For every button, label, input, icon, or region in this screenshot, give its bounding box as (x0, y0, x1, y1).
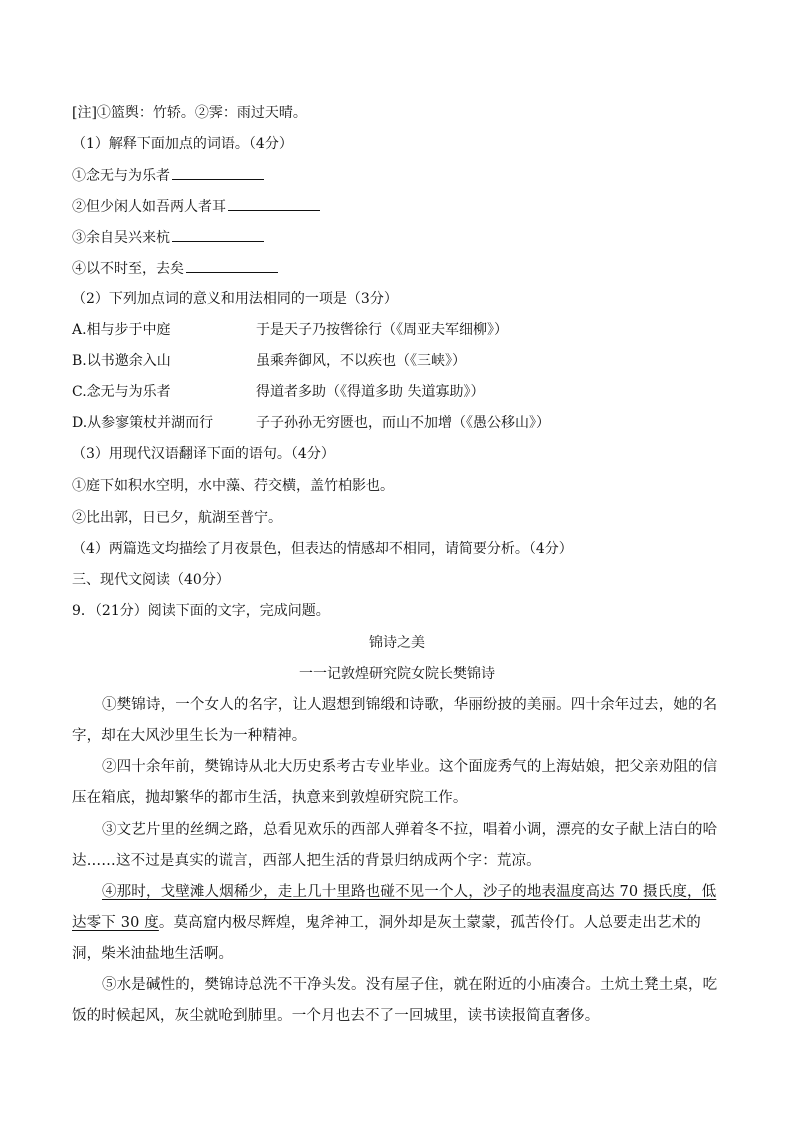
q1-item (72, 165, 264, 186)
article-paragraph: ①樊锦诗，一个女人的名字，让人遐想到锦缎和诗歌，华丽纷披的美丽。四十余年过去，她的名字，却在大风沙里生长为一种精神。 (72, 697, 718, 744)
q1-item-text: ①念无与为乐者 (72, 168, 170, 184)
section-heading: 三、现代文阅读（40分） (72, 572, 230, 588)
article-title: 锦诗之美 (369, 635, 425, 651)
option-left: D.从参寥策杖并湖而行 (72, 415, 214, 431)
article-paragraph: ⑤水是碱性的，樊锦诗总洗不干净头发。没有屋子住，就在附近的小庙凑合。土炕土凳土桌，吃饭的时候起风，灰尘就呛到肺里。一个月也去不了一回城里，读书读报简直奢侈。 (72, 977, 718, 1024)
q2-option-b (72, 351, 466, 371)
q1-item (72, 196, 320, 217)
q9-instruction: 9．（21分）阅读下面的文字，完成问题。 (72, 603, 330, 619)
paragraph-rest: 。莫高窟内极尽辉煌，鬼斧神工，洞外却是灰土蒙蒙，孤苦伶仃。人总要走出艺术的洞，柴米油盐地生活啊。 (72, 915, 701, 962)
q3-item: ①庭下如积水空明，水中藻、荇交横，盖竹柏影也。 (72, 478, 394, 494)
option-right: 得道者多助（《得道多助 失道寡助》） (256, 384, 485, 400)
q1-item-text: ③余自吴兴来杭 (72, 230, 170, 246)
q2-option-a (72, 320, 508, 340)
q2-option-d (72, 413, 550, 433)
article-subtitle: 一一记敦煌研究院女院长樊锦诗 (299, 666, 495, 682)
q1-title: （1）解释下面加点的词语。（4分） (72, 136, 293, 152)
q3-item: ②比出郭，日已夕，航湖至普宁。 (72, 510, 282, 526)
article-paragraph (72, 877, 722, 970)
answer-blank[interactable] (228, 196, 320, 211)
answer-blank[interactable] (172, 227, 264, 242)
option-left: A.相与步于中庭 (72, 322, 171, 338)
option-right: 虽乘奔御风，不以疾也（《三峡》） (256, 353, 466, 369)
q1-item (72, 258, 278, 279)
q3-title: （3）用现代汉语翻译下面的语句。（4分） (72, 446, 335, 462)
article-paragraph: ③文艺片里的丝绸之路，总看见欢乐的西部人弹着冬不拉，唱着小调，漂亮的女子献上洁白的哈达……这不过是真实的谎言，西部人把生活的背景归纳成两个字：荒凉。 (72, 822, 718, 869)
option-right: 于是天子乃按辔徐行（《周亚夫军细柳》） (256, 322, 508, 338)
q1-item (72, 227, 264, 248)
q1-item-text: ④以不时至，去矣 (72, 261, 184, 277)
q2-title: （2）下列加点词的意义和用法相同的一项是（3分） (72, 291, 398, 307)
article-paragraph: ②四十余年前，樊锦诗从北大历史系考古专业毕业。这个面庞秀气的上海姑娘，把父亲劝阻的信压在箱底，抛却繁华的都市生活，执意来到敦煌研究院工作。 (72, 759, 718, 806)
q4-title: （4）两篇选文均描绘了月夜景色，但表达的情感却不相同，请简要分析。（4分） (72, 541, 573, 557)
q2-option-c (72, 382, 484, 402)
option-left: B.以书邀余入山 (72, 353, 171, 369)
answer-blank[interactable] (186, 258, 278, 273)
q1-item-text: ②但少闲人如吾两人者耳 (72, 199, 226, 215)
annotation-note: [注]①篮舆：竹轿。②霁：雨过天晴。 (72, 105, 307, 121)
underlined-sentence: ④那时，戈壁滩人烟稀少，走上几十里路也碰不见一个人，沙子的地表温度高达 70 摄氏度，低达零下 30 度 (72, 884, 717, 931)
option-right: 子子孙孙无穷匮也，而山不加增（《愚公移山》） (256, 415, 550, 431)
answer-blank[interactable] (172, 165, 264, 180)
option-left: C.念无与为乐者 (72, 384, 171, 400)
